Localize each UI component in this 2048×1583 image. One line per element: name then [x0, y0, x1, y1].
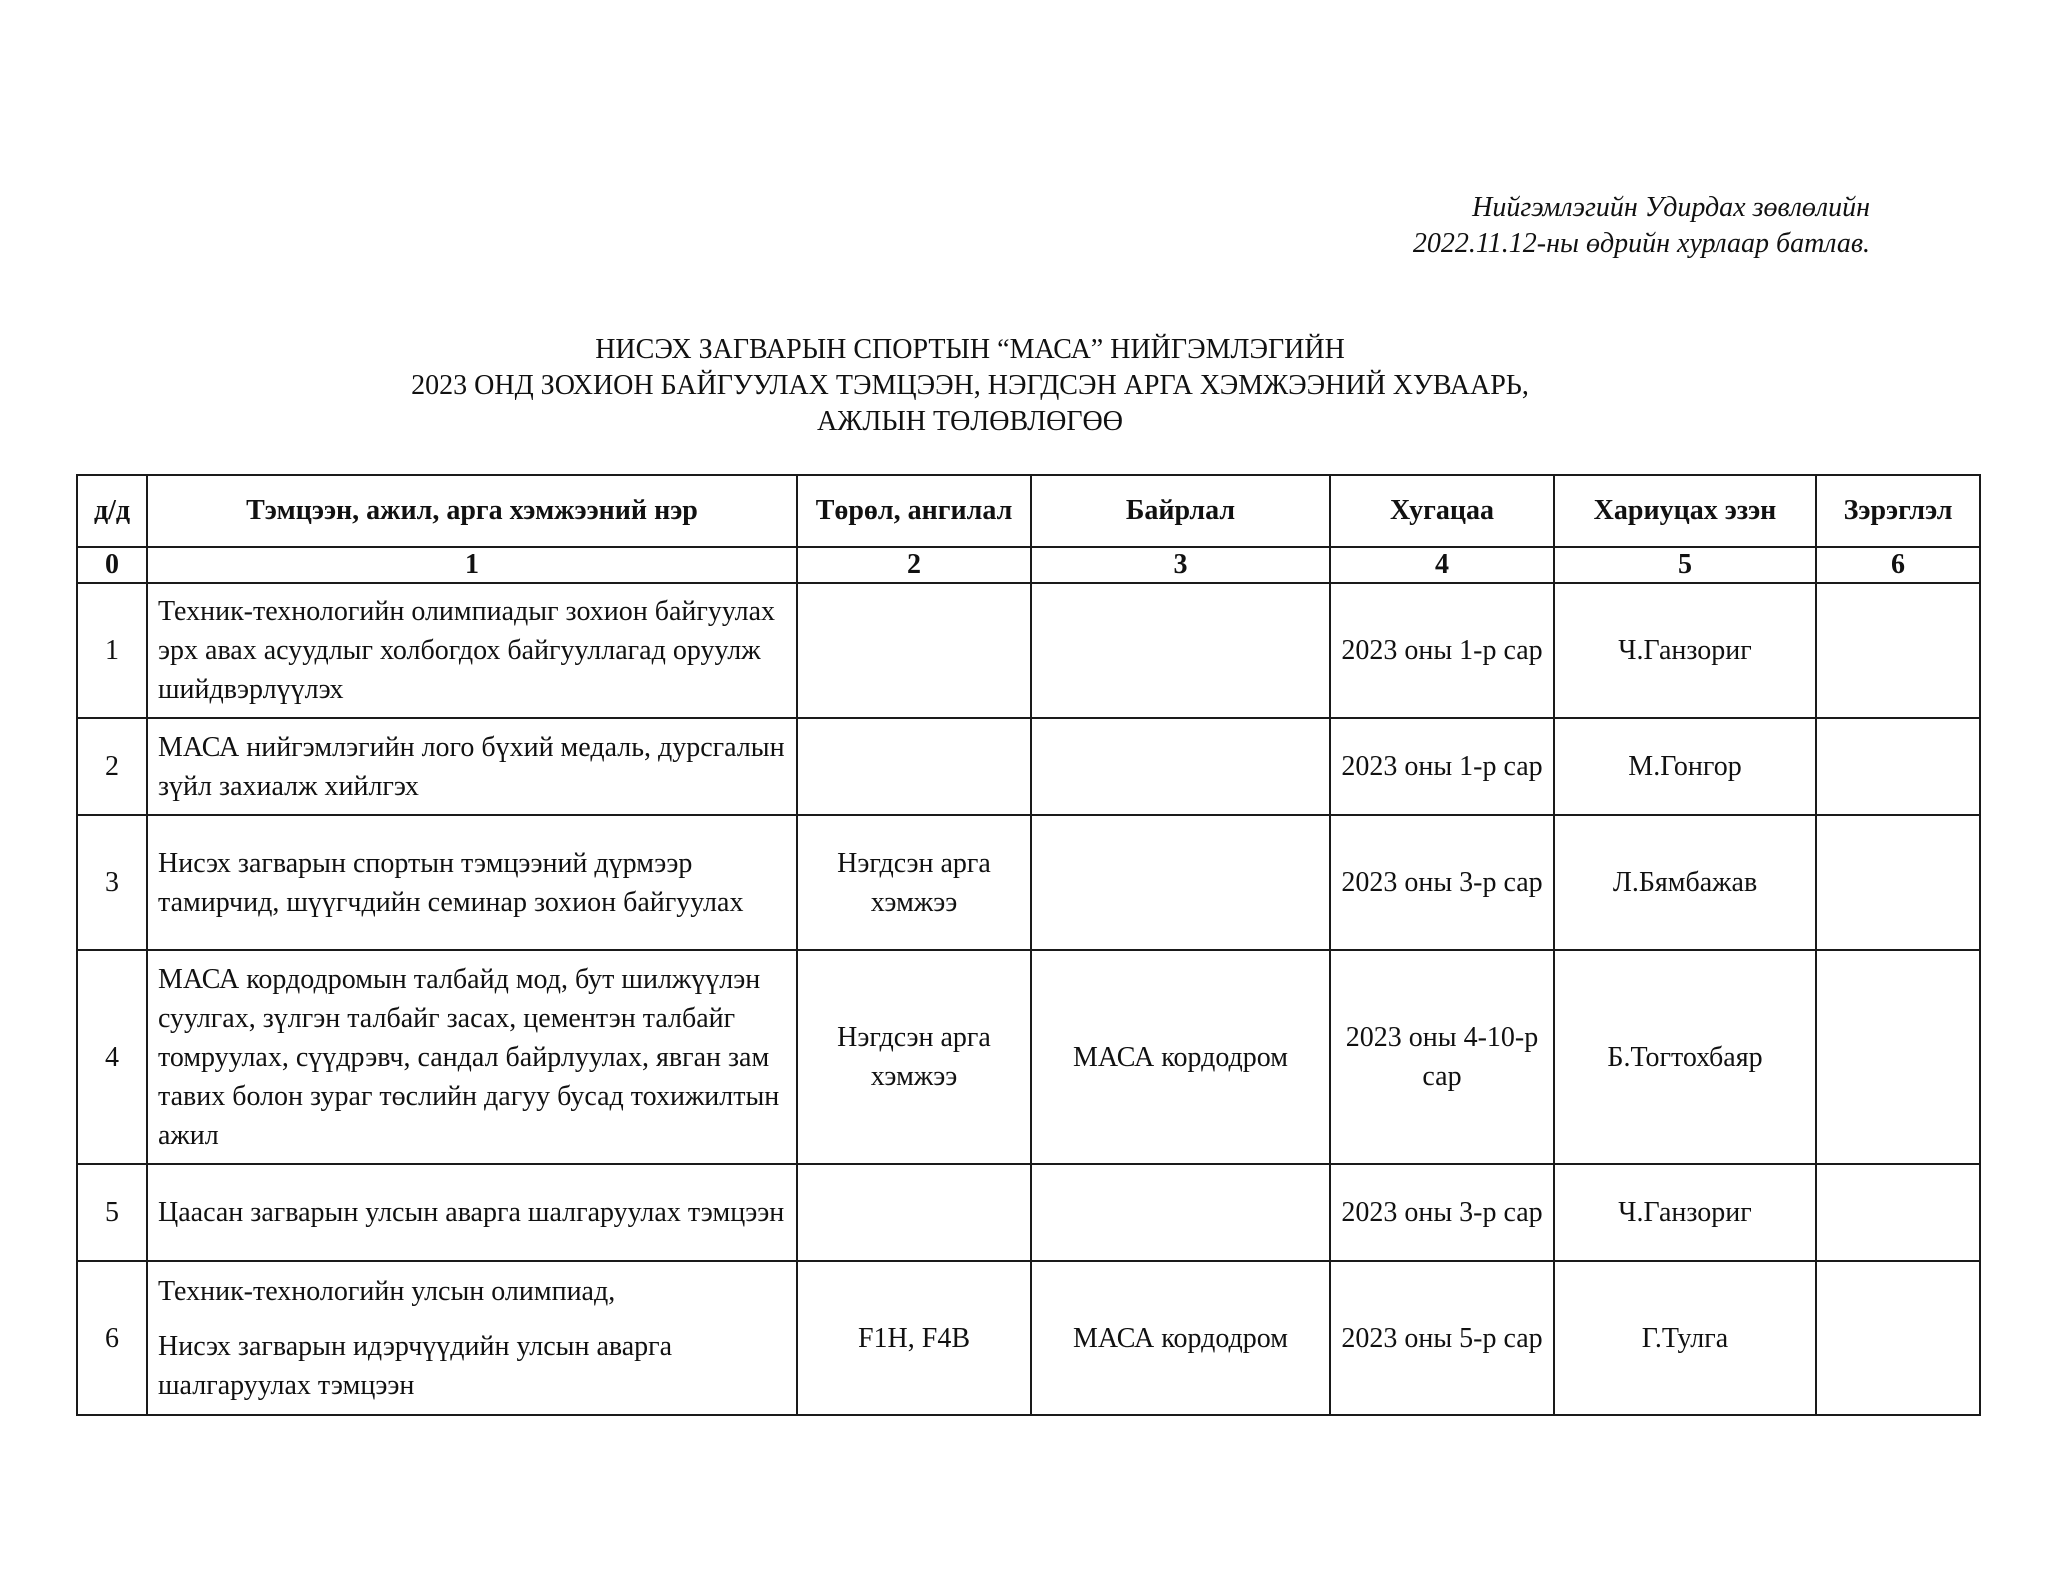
table-row: [77, 718, 1980, 815]
row-period: 2023 оны 1-р сар: [1330, 718, 1554, 815]
task-text: МАСА нийгэмлэгийн лого бүхий медаль, дурсгалын зүйл захиалж хийлгэх: [158, 731, 785, 802]
row-task: [147, 718, 797, 815]
row-location: [1031, 1164, 1330, 1261]
header-responsible: Хариуцах эзэн: [1554, 475, 1816, 547]
row-number: 6: [77, 1261, 147, 1415]
row-rank: [1816, 583, 1980, 718]
task-text: Техник-технологийн улсын олимпиад,: [158, 1275, 616, 1307]
column-index: 6: [1816, 547, 1980, 583]
header-row: [77, 475, 1980, 547]
row-type: Нэгдсэн арга хэмжээ: [797, 815, 1031, 950]
row-number: 5: [77, 1164, 147, 1261]
row-task: [147, 815, 797, 950]
row-type: [797, 718, 1031, 815]
row-type: Нэгдсэн арга хэмжээ: [797, 950, 1031, 1164]
row-responsible: Б.Тогтохбаяр: [1554, 950, 1816, 1164]
row-task: [147, 583, 797, 718]
header-task: Тэмцээн, ажил, арга хэмжээний нэр: [147, 475, 797, 547]
approval-note: [1413, 190, 1870, 262]
column-index: 4: [1330, 547, 1554, 583]
row-responsible: Ч.Ганзориг: [1554, 1164, 1816, 1261]
row-responsible: Г.Тулга: [1554, 1261, 1816, 1415]
row-period: 2023 оны 4-10-р сар: [1330, 950, 1554, 1164]
row-location: МАСА кордодром: [1031, 950, 1330, 1164]
row-period: 2023 оны 5-р сар: [1330, 1261, 1554, 1415]
row-rank: [1816, 1164, 1980, 1261]
row-location: МАСА кордодром: [1031, 1261, 1330, 1415]
row-period: 2023 оны 3-р сар: [1330, 815, 1554, 950]
row-period: 2023 оны 3-р сар: [1330, 1164, 1554, 1261]
header-location: Байрлал: [1031, 475, 1330, 547]
approval-line-2: 2022.11.12-ны өдрийн хурлаар батлав.: [1412, 228, 1870, 259]
table-row: [77, 1164, 1980, 1261]
row-number: 2: [77, 718, 147, 815]
row-rank: [1816, 1261, 1980, 1415]
row-number: 1: [77, 583, 147, 718]
header-number: д/д: [77, 475, 147, 547]
row-rank: [1816, 718, 1980, 815]
row-period: 2023 оны 1-р сар: [1330, 583, 1554, 718]
row-rank: [1816, 815, 1980, 950]
row-task: [147, 1261, 797, 1415]
column-index: 0: [77, 547, 147, 583]
document-title: [0, 332, 1940, 440]
task-text: Цаасан загварын улсын аварга шалгаруулах тэмцээн: [158, 1197, 785, 1228]
title-line-3: АЖЛЫН ТӨЛӨВЛӨГӨӨ: [817, 406, 1123, 437]
row-task: [147, 950, 797, 1164]
row-number: 3: [77, 815, 147, 950]
row-task: [147, 1164, 797, 1261]
column-index: 5: [1554, 547, 1816, 583]
column-index-row: [77, 547, 1980, 583]
row-location: [1031, 583, 1330, 718]
column-index: 1: [147, 547, 797, 583]
row-rank: [1816, 950, 1980, 1164]
table-row: [77, 1261, 1980, 1415]
table-row: [77, 950, 1980, 1164]
row-type: F1H, F4B: [797, 1261, 1031, 1415]
title-line-2: 2023 ОНД ЗОХИОН БАЙГУУЛАХ ТЭМЦЭЭН, НЭГДСЭН АРГА ХЭМЖЭЭНИЙ ХУВААРЬ,: [411, 370, 1529, 401]
row-type: [797, 583, 1031, 718]
row-type: [797, 1164, 1031, 1261]
row-responsible: М.Гонгор: [1554, 718, 1816, 815]
task-text-second: Нисэх загварын идэрчүүдийн улсын аварга шалгаруулах тэмцээн: [158, 1330, 673, 1401]
table-row: [77, 583, 1980, 718]
header-period: Хугацаа: [1330, 475, 1554, 547]
plan-table: [76, 474, 1981, 1416]
approval-line-1: Нийгэмлэгийн Удирдах зөвлөлийн: [1472, 192, 1870, 223]
table-row: [77, 815, 1980, 950]
title-line-1: НИСЭХ ЗАГВАРЫН СПОРТЫН “МАСА” НИЙГЭМЛЭГИЙН: [595, 334, 1345, 365]
row-location: [1031, 718, 1330, 815]
column-index: 2: [797, 547, 1031, 583]
column-index: 3: [1031, 547, 1330, 583]
row-responsible: Ч.Ганзориг: [1554, 583, 1816, 718]
row-number: 4: [77, 950, 147, 1164]
header-type: Төрөл, ангилал: [797, 475, 1031, 547]
task-text: Техник-технологийн олимпиадыг зохион байгуулах эрх авах асуудлыг холбогдох байгууллагад оруулж шийдвэрлүүлэх: [158, 596, 776, 705]
row-responsible: Л.Бямбажав: [1554, 815, 1816, 950]
task-text: МАСА кордодромын талбайд мод, бут шилжүүлэн суулгах, зүлгэн талбайг засах, цементэн талбайг томруулах, сүүдрэвч, сандал байрлуулах, явган зам тавих болон зураг төслийн дагуу бусад тохижилтын ажил: [158, 963, 780, 1151]
header-rank: Зэрэглэл: [1816, 475, 1980, 547]
task-text: Нисэх загварын спортын тэмцээний дүрмээр тамирчид, шүүгчдийн семинар зохион байгуулах: [158, 847, 744, 918]
row-location: [1031, 815, 1330, 950]
